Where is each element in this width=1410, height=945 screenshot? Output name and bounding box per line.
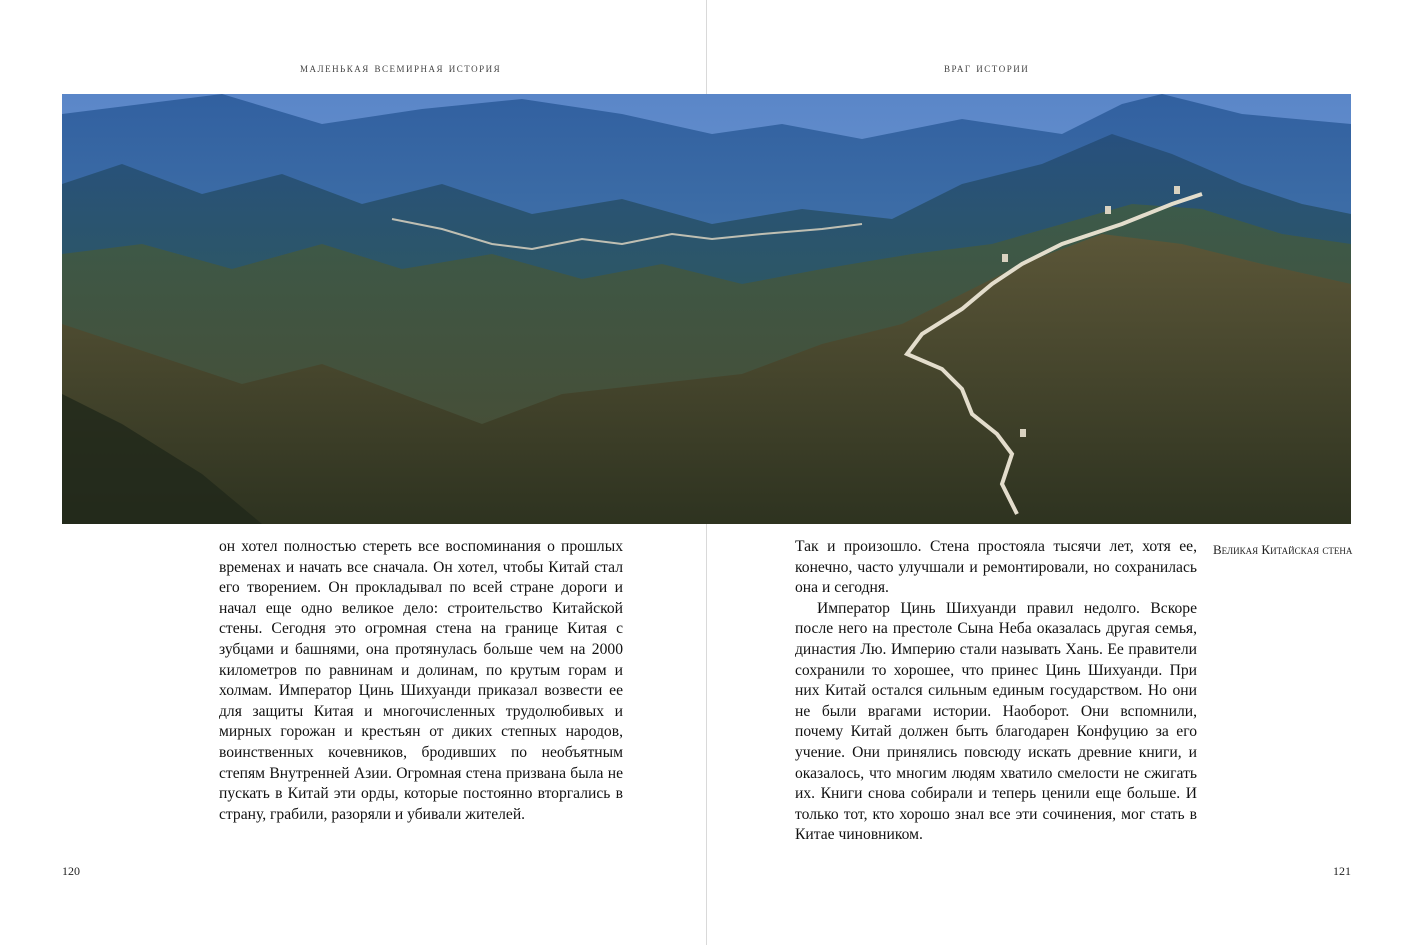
page-number-right: 121 (1333, 864, 1351, 878)
photo-caption: Великая Китайская стена (1213, 542, 1353, 557)
right-page-text (795, 537, 1197, 846)
landscape-illustration (62, 94, 1351, 524)
great-wall-mountains-photo (62, 94, 1351, 524)
running-header-left: маленькая всемирная история (300, 60, 502, 75)
left-paragraph: он хотел полностью стереть все воспоминания о прошлых временах и начать все сначала. Он хотел, чтобы Китай стал его творением. Он прокладывал по всей стране дороги и начал еще одно великое дело: строительство Китайской стены. Сегодня это огромная стена на границе Китая с зубцами и башнями, она протянулась больше чем на 2000 километров по равнинам и долинам, по крутым горам и холмам. Император Цинь Шихуанди приказал возвести ее для защиты Китая и многочисленных трудолюбивых и мирных горожан и крестьян от диких степных народов, воинственных кочевников, бродивших по необъятным степям Внутренней Азии. Огромная стена призвана была не пускать в Китай эти орды, которые постоянно вторгались в страну, грабили, разоряли и убивали жителей. (219, 538, 623, 823)
left-page-text (219, 537, 623, 825)
right-paragraph-1: Так и произошло. Стена простояла тысячи лет, хотя ее, конечно, часто улучшали и ремонтировали, но сохранилась она и сегодня. (795, 538, 1197, 597)
page-number-left: 120 (62, 864, 80, 878)
running-header-right: враг истории (944, 60, 1030, 75)
right-paragraph-2: Император Цинь Шихуанди правил недолго. Вскоре после него на престоле Сына Неба оказалась другая семья, династия Лю. Империю стали называть Хань. Ее правители сохранили то хорошее, что принес Цинь Шихуанди. При них Китай остался сильным единым государством. Но они не были врагами истории. Наоборот. Они вспомнили, почему Китай должен быть благодарен Конфуцию за его учение. Они принялись повсюду искать древние книги, и оказалось, что многим людям хватило смелости не сжигать их. Книги снова собирали и теперь ценили еще больше. И только тот, кто хорошо знал все эти сочинения, мог стать в Китае чиновником. (795, 599, 1197, 844)
